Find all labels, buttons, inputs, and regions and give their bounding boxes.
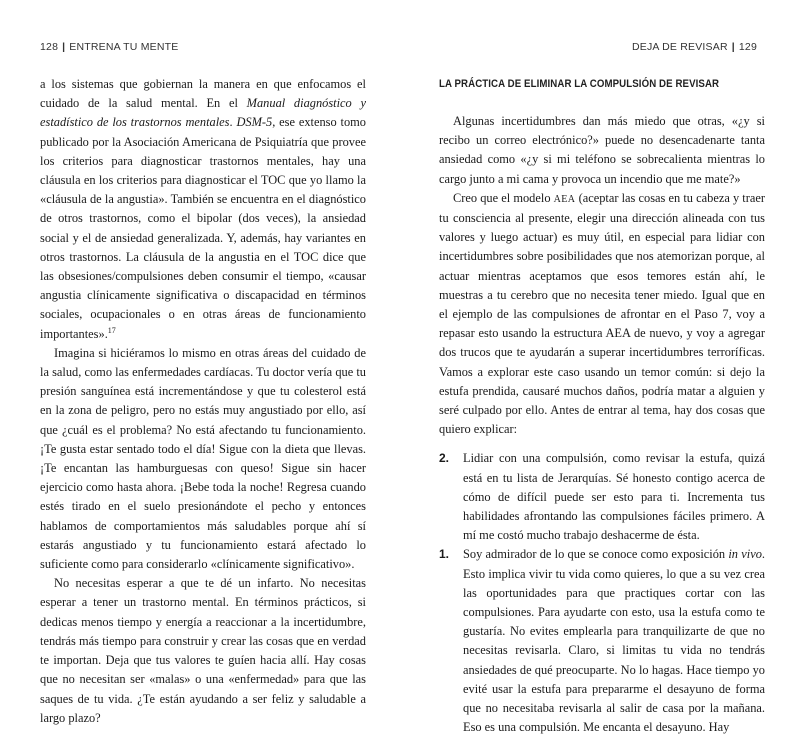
footnote-ref[interactable]: 17 (107, 325, 116, 335)
spacer (439, 439, 765, 449)
left-running-header (40, 41, 178, 53)
paragraph: Imagina si hiciéramos lo mismo en otras áreas del cuidado de la salud, como las enfermedades cardíacas. Tu doctor vería que tu presión sanguínea está incrementándose y que tu colesterol está en la zona de peligro, pero no estás muy angustiado por ello, así que ¿cuál es el problema? No está afectando tu funcionamiento. ¡Te gusta estar sentado todo el día! Sigue con la dieta que llevas. ¡Te encantan las hamburguesas con queso! Sigue sin hacer ejercicio como hasta ahora. ¡Bebe toda la noche! Regresa cuando estés tirado en el suelo presionándote el pecho y entonces hablamos de comportamientos más saludables porque ahí sí estarás angustiado y tu funcionamiento estará afectado lo suficiente como para considerarlo «clínicamente significativo». (40, 345, 366, 572)
italic-term: in vivo (728, 547, 762, 562)
book-abbrev: DSM-5 (236, 115, 273, 130)
text-run: (aceptar las cosas en tu cabeza y traer tu consciencia al presente, elegir una dirección alineada con tus valores y luego actuar) es muy útil, en especial para lidiar con incertidumbres sobre posibilidades que nos atemorizan porque, al actuar mientras aceptamos que esos temores están ahí, le muestras a tu cerebro que no necesita tener miedo. Igual que en el ejemplo de las compulsiones de afrontar en el Paso 7, voy a repasar esto usando la estructura AEA de nuevo, y voy a agregar dos trucos que te ayudarán a superar incertidumbres terroríficas. Vamos a explorar este caso usando un temor común: si dejo la estufa prendida, causaré muchos daños, podría matar a alguien y seré culpado por ello. Antes de entrar al tema, hay dos cosas que quiero explicar: (439, 190, 765, 437)
right-running-title: DEJA DE REVISAR (631, 41, 728, 53)
numbered-item (439, 545, 765, 737)
right-page (400, 0, 800, 735)
right-body-text (439, 112, 765, 738)
model-acronym: AEA (553, 193, 576, 205)
item-text: Soy admirador de lo que se conoce como exposición (463, 547, 729, 562)
left-page-number: 128 (40, 41, 59, 53)
item-text: . Esto implica vivir tu vida como quieres, lo que a su vez crea las oportunidades para que practiques cortar con las compulsiones. Para ayudarte con esto, usa la estufa como te gustaría. No evites emplearla para tranquilizarte de que no necesitas revisarla. Claro, si limitas tu vida no tendrás ansiedades de qué preocuparte. No lo hagas. Hace tiempo yo evité usar la estufa para prepararme el desayuno de forma que no necesitaba revisarla al salir de casa por la mañana. Eso es una compulsión. Me encanta el desayuno. Hay (463, 547, 766, 735)
paragraph: No necesitas esperar a que te dé un infarto. No necesitas esperar a tener un trastorno mental. En términos prácticos, si dedicas menos tiempo y energía a reaccionar a la incertidumbre, tendrás más tiempo para construir y crear las cosas que en verdad te importan. Deja que tus valores te guíen hacia allí. Hay cosas que no necesitan ser «malas» o una «enfermedad» para que las saques de tu vida. ¿Te están ayudando a ser feliz y saludable a largo plazo? (40, 576, 366, 725)
numbered-item (439, 449, 765, 545)
header-separator: | (731, 41, 735, 53)
text-run: a los sistemas que gobiernan la manera en que enfocamos el cuidado de la salud mental. En el (40, 77, 366, 111)
right-running-header (632, 41, 757, 53)
paragraph (40, 75, 366, 344)
text-run: , ese extenso tomo publicado por la Asociación Americana de Psiquiatría que provee los criterios para diagnosticar trastornos mentales, hay una cláusula en los criterios para diagnosticar el TOC que yo llamo la «cláusula de la angustia». También se encuentra en el diagnóstico de otros trastornos, como el bipolar (dos veces), la ansiedad social y el de ansiedad generalizada. Y, además, hay variantes en otros trastornos. La cláusula de la angustia en el TOC dice que las obsesiones/compulsiones deben consumir el tiempo, «causar angustia clínicamente significativa o discapacidad en términos sociales, ocupacionales o en otras áreas de funcionamiento importantes». (40, 115, 366, 341)
left-page (0, 0, 400, 725)
section-heading: LA PRÁCTICA DE ELIMINAR LA COMPULSIÓN DE REVISAR (439, 78, 720, 90)
book-title: Manual diagnóstico y estadístico de los trastornos mentales (40, 96, 366, 130)
paragraph (439, 189, 765, 440)
item-text: Lidiar con una compulsión, como revisar la estufa, quizá está en tu lista de Jerarquías. Sé honesto contigo acerca de cómo de difícil puede ser esto para ti. Incrementa tus habilidades afrontando las compulsiones fáciles primero. A mí me costó mucho trabajo deshacerme de ésta. (463, 451, 765, 543)
item-number: 1. (439, 547, 450, 562)
left-running-title: ENTRENA TU MENTE (69, 41, 179, 53)
left-body-text (40, 75, 366, 728)
paragraph: Algunas incertidumbres dan más miedo que otras, «¿y si recibo un correo electrónico?» puede no desencadenarte tanta ansiedad como «¿y si mi teléfono se sobrecalienta mientras lo cargo junto a mi cama y provoca un incendio que me mate?» (439, 114, 765, 186)
text-run: . (229, 115, 237, 130)
text-run: Creo que el modelo (453, 190, 554, 205)
item-number: 2. (439, 451, 450, 466)
header-separator: | (62, 41, 66, 53)
right-page-number: 129 (738, 41, 757, 53)
